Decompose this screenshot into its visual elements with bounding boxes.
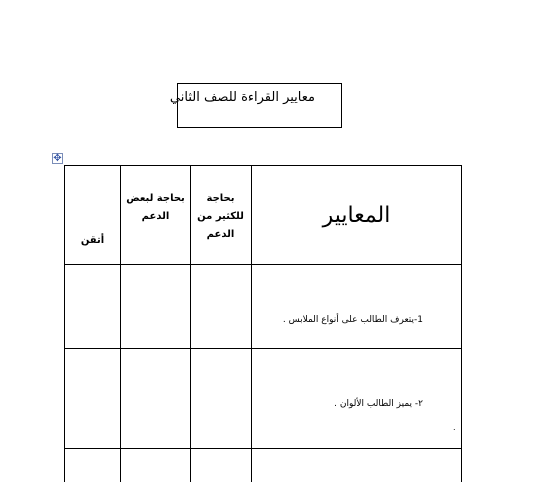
move-cross-icon: ✥ — [53, 153, 62, 164]
criterion-1-text: 1-يتعرف الطالب على أنواع الملابس . — [282, 315, 423, 325]
header-some-support: بحاجة لبعض الدعم — [126, 193, 185, 222]
header-much-support: بحاجة للكثير من الدعم — [197, 193, 244, 240]
table-row-divider — [64, 348, 461, 349]
criterion-2-text: ٢- يميز الطالب الألوان . — [334, 399, 423, 409]
table-row-divider — [64, 264, 461, 265]
header-criteria: المعايير — [322, 202, 391, 228]
header-mastered: أتقن — [80, 235, 105, 246]
stray-mark: . — [453, 423, 456, 432]
table-row-divider — [64, 448, 461, 449]
table-border-right — [461, 165, 462, 482]
table-column-divider — [190, 165, 191, 482]
document-title: معايير القراءة للصف الثاني — [169, 90, 315, 105]
